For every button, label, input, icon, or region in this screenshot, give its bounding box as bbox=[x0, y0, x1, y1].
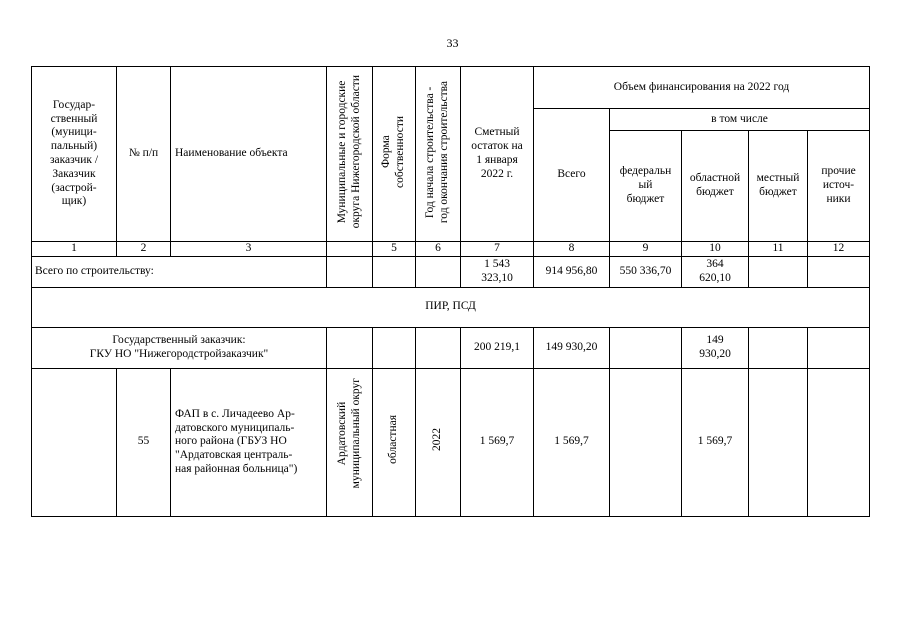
column-number-row bbox=[32, 242, 870, 257]
col-number: 6 bbox=[416, 242, 461, 257]
customer-estimate: 200 219,1 bbox=[461, 327, 534, 368]
empty-cell bbox=[610, 368, 682, 516]
empty-cell bbox=[610, 327, 682, 368]
empty-cell bbox=[808, 368, 870, 516]
header-local: местный бюджет bbox=[749, 131, 808, 242]
item-municipal: Ардатовский муниципальный округ bbox=[327, 368, 373, 516]
empty-cell bbox=[749, 256, 808, 287]
header-total: Всего bbox=[534, 109, 610, 242]
header-including: в том числе bbox=[610, 109, 870, 131]
total-row bbox=[32, 256, 870, 287]
section-title: ПИР, ПСД bbox=[32, 287, 870, 327]
col-number bbox=[327, 242, 373, 257]
header-customer: Государ- ственный (муници- пальный) заказчик / Заказчик (застрой- щик) bbox=[32, 67, 117, 242]
total-federal: 550 336,70 bbox=[610, 256, 682, 287]
col-number: 12 bbox=[808, 242, 870, 257]
empty-cell bbox=[808, 256, 870, 287]
col-number: 5 bbox=[373, 242, 416, 257]
empty-cell bbox=[327, 256, 373, 287]
customer-label: Государственный заказчик: ГКУ НО "Нижегородстройзаказчик" bbox=[32, 327, 327, 368]
item-estimate: 1 569,7 bbox=[461, 368, 534, 516]
header-ownership: Форма собственности bbox=[373, 67, 416, 242]
header-row-1 bbox=[32, 67, 870, 109]
item-years: 2022 bbox=[416, 368, 461, 516]
total-estimate: 1 543 323,10 bbox=[461, 256, 534, 287]
col-number: 7 bbox=[461, 242, 534, 257]
item-ownership: областная bbox=[373, 368, 416, 516]
empty-cell bbox=[808, 327, 870, 368]
empty-cell bbox=[373, 327, 416, 368]
header-financing: Объем финансирования на 2022 год bbox=[534, 67, 870, 109]
item-regional: 1 569,7 bbox=[682, 368, 749, 516]
empty-cell bbox=[416, 256, 461, 287]
financing-table bbox=[31, 66, 870, 517]
empty-cell bbox=[749, 368, 808, 516]
col-number: 9 bbox=[610, 242, 682, 257]
header-object-name: Наименование объекта bbox=[171, 67, 327, 242]
header-other: прочие источ- ники bbox=[808, 131, 870, 242]
empty-cell bbox=[32, 368, 117, 516]
empty-cell bbox=[749, 327, 808, 368]
header-years: Год начала строительства - год окончания строительства bbox=[416, 67, 461, 242]
col-number: 10 bbox=[682, 242, 749, 257]
page-number: 33 bbox=[446, 36, 459, 50]
section-row bbox=[32, 287, 870, 327]
col-number: 11 bbox=[749, 242, 808, 257]
col-number: 1 bbox=[32, 242, 117, 257]
header-municipal: Муниципальные и городские округа Нижегородской области bbox=[327, 67, 373, 242]
header-num: № п/п bbox=[117, 67, 171, 242]
total-financing: 914 956,80 bbox=[534, 256, 610, 287]
item-num: 55 bbox=[117, 368, 171, 516]
header-federal: федеральн ый бюджет bbox=[610, 131, 682, 242]
item-object-name: ФАП в с. Личадеево Ар- датовского муниципаль- ного района (ГБУЗ НО "Ардатовская централь- ная районная больница") bbox=[171, 368, 327, 516]
col-number: 3 bbox=[171, 242, 327, 257]
customer-total: 149 930,20 bbox=[534, 327, 610, 368]
customer-row bbox=[32, 327, 870, 368]
customer-regional: 149 930,20 bbox=[682, 327, 749, 368]
empty-cell bbox=[373, 256, 416, 287]
col-number: 2 bbox=[117, 242, 171, 257]
item-row bbox=[32, 368, 870, 516]
col-number: 8 bbox=[534, 242, 610, 257]
header-regional: областной бюджет bbox=[682, 131, 749, 242]
total-regional: 364 620,10 bbox=[682, 256, 749, 287]
header-estimate: Сметный остаток на 1 января 2022 г. bbox=[461, 67, 534, 242]
empty-cell bbox=[327, 327, 373, 368]
total-label: Всего по строительству: bbox=[32, 256, 327, 287]
item-total: 1 569,7 bbox=[534, 368, 610, 516]
empty-cell bbox=[416, 327, 461, 368]
